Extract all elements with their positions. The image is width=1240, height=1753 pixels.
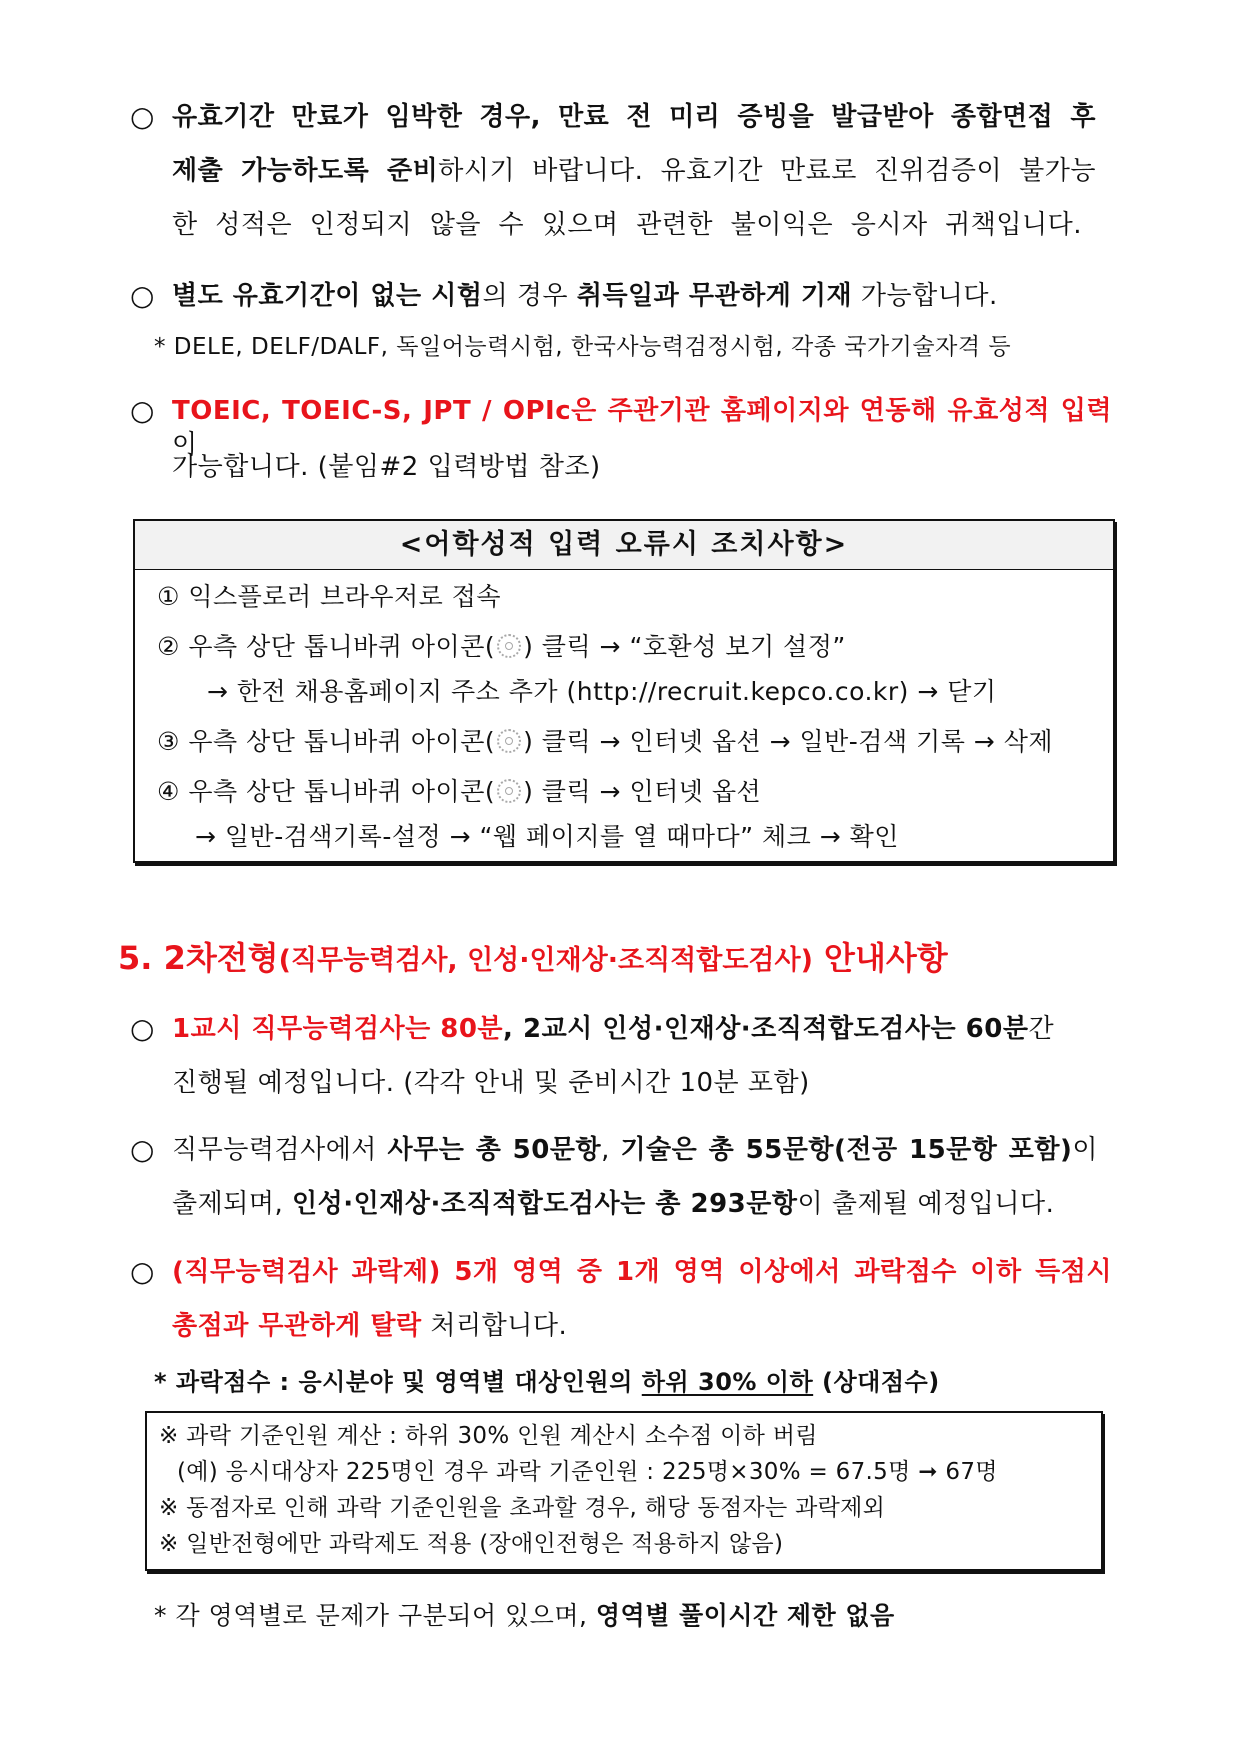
error-step-4-line-2: → 일반-검색기록-설정 → “웹 페이지를 열 때마다” 체크 → 확인	[195, 822, 899, 851]
cutoff-note-underline: 하위 30% 이하	[641, 1368, 814, 1396]
cutoff-box-line-2: (예) 응시대상자 225명인 경우 과락 기준인원 : 225명×30% = 67.5명 ➞ 67명	[177, 1459, 998, 1485]
test-time-line-2: 진행될 예정입니다. (각각 안내 및 준비시간 10분 포함)	[172, 1068, 810, 1098]
validity-line-2-bold: 제출 가능하도록 준비	[172, 156, 439, 186]
error-step-2-b: ) 클릭 → “호환성 보기 설정”	[523, 632, 846, 661]
error-step-3	[157, 726, 1053, 758]
questions-line-2	[172, 1187, 1054, 1221]
cutoff-note-b: (상대점수)	[813, 1368, 940, 1396]
cutoff-score-note	[154, 1365, 940, 1399]
no-validity-bold-2: 취득일과 무관하게 기재	[576, 281, 853, 311]
validity-line-2	[172, 154, 1096, 188]
test-time-tail: 간	[1028, 1014, 1055, 1044]
error-step-3-a: ③ 우측 상단 톱니바퀴 아이콘(	[157, 727, 496, 756]
bullet-marker: ○	[130, 394, 155, 427]
validity-line-1: 유효기간 만료가 임박한 경우, 만료 전 미리 증빙을 발급받아 종합면접 후	[172, 102, 1096, 132]
questions-b2: 기술은 총 55문항(전공 15문항 포함)	[620, 1135, 1073, 1165]
questions-t1: 직무능력검사에서	[172, 1135, 388, 1165]
cutoff-box-line-4: ※ 일반전형에만 과락제도 적용 (장애인전형은 적용하지 않음)	[159, 1531, 784, 1557]
questions-t2: ,	[601, 1135, 621, 1165]
validity-line-3: 한 성적은 인정되지 않을 수 있으며 관련한 불이익은 응시자 귀책입니다.	[172, 210, 1082, 240]
test-time-bold: , 2교시 인성·인재상·조직적합도검사는 60분	[503, 1014, 1029, 1044]
cutoff-box-line-1: ※ 과락 기준인원 계산 : 하위 30% 인원 계산시 소수점 이하 버림	[159, 1423, 818, 1449]
section-5-heading	[118, 936, 948, 983]
questions-b1: 사무는 총 50문항	[387, 1135, 602, 1165]
cutoff-line-1: (직무능력검사 과락제) 5개 영역 중 1개 영역 이상에서 과락점수 이하 득점시	[172, 1257, 1112, 1287]
error-step-2	[157, 631, 846, 663]
section-5-heading-c: 안내사항	[812, 939, 948, 977]
cutoff-line-2	[172, 1309, 567, 1343]
language-score-error-box	[133, 519, 1115, 863]
gear-icon	[497, 634, 521, 658]
bullet-marker: ○	[130, 1255, 155, 1288]
error-step-4-a: ④ 우측 상단 톱니바퀴 아이콘(	[157, 777, 496, 806]
questions-line2-t1: 출제되며,	[172, 1189, 292, 1219]
questions-t3: 이	[1072, 1135, 1099, 1165]
questions-line2-b1: 인성·인재상·조직적합도검사는 총 293문항	[292, 1189, 798, 1219]
linked-entry-tail: 이	[172, 430, 198, 460]
cutoff-calculation-box	[145, 1411, 1103, 1571]
bullet-marker: ○	[130, 279, 155, 312]
bullet-marker: ○	[130, 1133, 155, 1166]
cutoff-box-line-3: ※ 동점자로 인해 과락 기준인원을 초과할 경우, 해당 동점자는 과락제외	[159, 1495, 886, 1521]
gear-icon	[497, 779, 521, 803]
no-validity-bold-1: 별도 유효기간이 없는 시험	[172, 281, 483, 311]
error-step-4	[157, 776, 761, 808]
no-validity-text-2: 가능합니다.	[852, 281, 998, 311]
error-box-title: <어학성적 입력 오류시 조치사항>	[135, 521, 1113, 570]
test-time-line-1	[172, 1012, 1054, 1046]
exam-list-note: * DELE, DELF/DALF, 독일어능력시험, 한국사능력검정시험, 각종 국가기술자격 등	[154, 334, 1012, 360]
no-validity-text-1: 의 경우	[482, 281, 577, 311]
questions-line2-t2: 이 출제될 예정입니다.	[797, 1189, 1055, 1219]
section-5-heading-a: 5. 2차전형	[118, 939, 279, 977]
final-note-a: * 각 영역별로 문제가 구분되어 있으며,	[154, 1601, 596, 1630]
section-5-heading-b: (직무능력검사, 인성·인재상·조직적합도검사)	[278, 945, 813, 976]
final-note	[154, 1599, 895, 1633]
cutoff-line-2-red: 총점과 무관하게 탈락	[172, 1311, 422, 1341]
linked-entry-line-2: 가능합니다. (붙임#2 입력방법 참조)	[172, 452, 601, 482]
bullet-marker: ○	[130, 1012, 155, 1045]
error-step-2-line-2: → 한전 채용홈페이지 주소 추가 (http://recruit.kepco.co.kr) → 닫기	[207, 677, 997, 706]
cutoff-note-a: * 과락점수 : 응시분야 및 영역별 대상인원의	[154, 1368, 642, 1396]
error-step-2-a: ② 우측 상단 톱니바퀴 아이콘(	[157, 632, 496, 661]
test-time-red: 1교시 직무능력검사는 80분	[172, 1014, 504, 1044]
error-step-4-b: ) 클릭 → 인터넷 옵션	[523, 777, 762, 806]
gear-icon	[497, 729, 521, 753]
no-validity-line	[172, 279, 998, 313]
cutoff-line-2-rest: 처리합니다.	[421, 1311, 568, 1341]
questions-line-1	[172, 1133, 1098, 1167]
bullet-marker: ○	[130, 100, 155, 133]
validity-line-2-rest: 하시기 바랍니다. 유효기간 만료로 진위검증이 불가능	[438, 156, 1096, 186]
final-note-bold: 영역별 풀이시간 제한 없음	[595, 1601, 895, 1630]
error-step-3-b: ) 클릭 → 인터넷 옵션 → 일반-검색 기록 → 삭제	[523, 727, 1053, 756]
linked-entry-red: TOEIC, TOEIC-S, JPT / OPIc은 주관기관 홈페이지와 연동해 유효성적 입력	[172, 396, 1112, 426]
error-step-1: ① 익스플로러 브라우저로 접속	[157, 582, 502, 611]
